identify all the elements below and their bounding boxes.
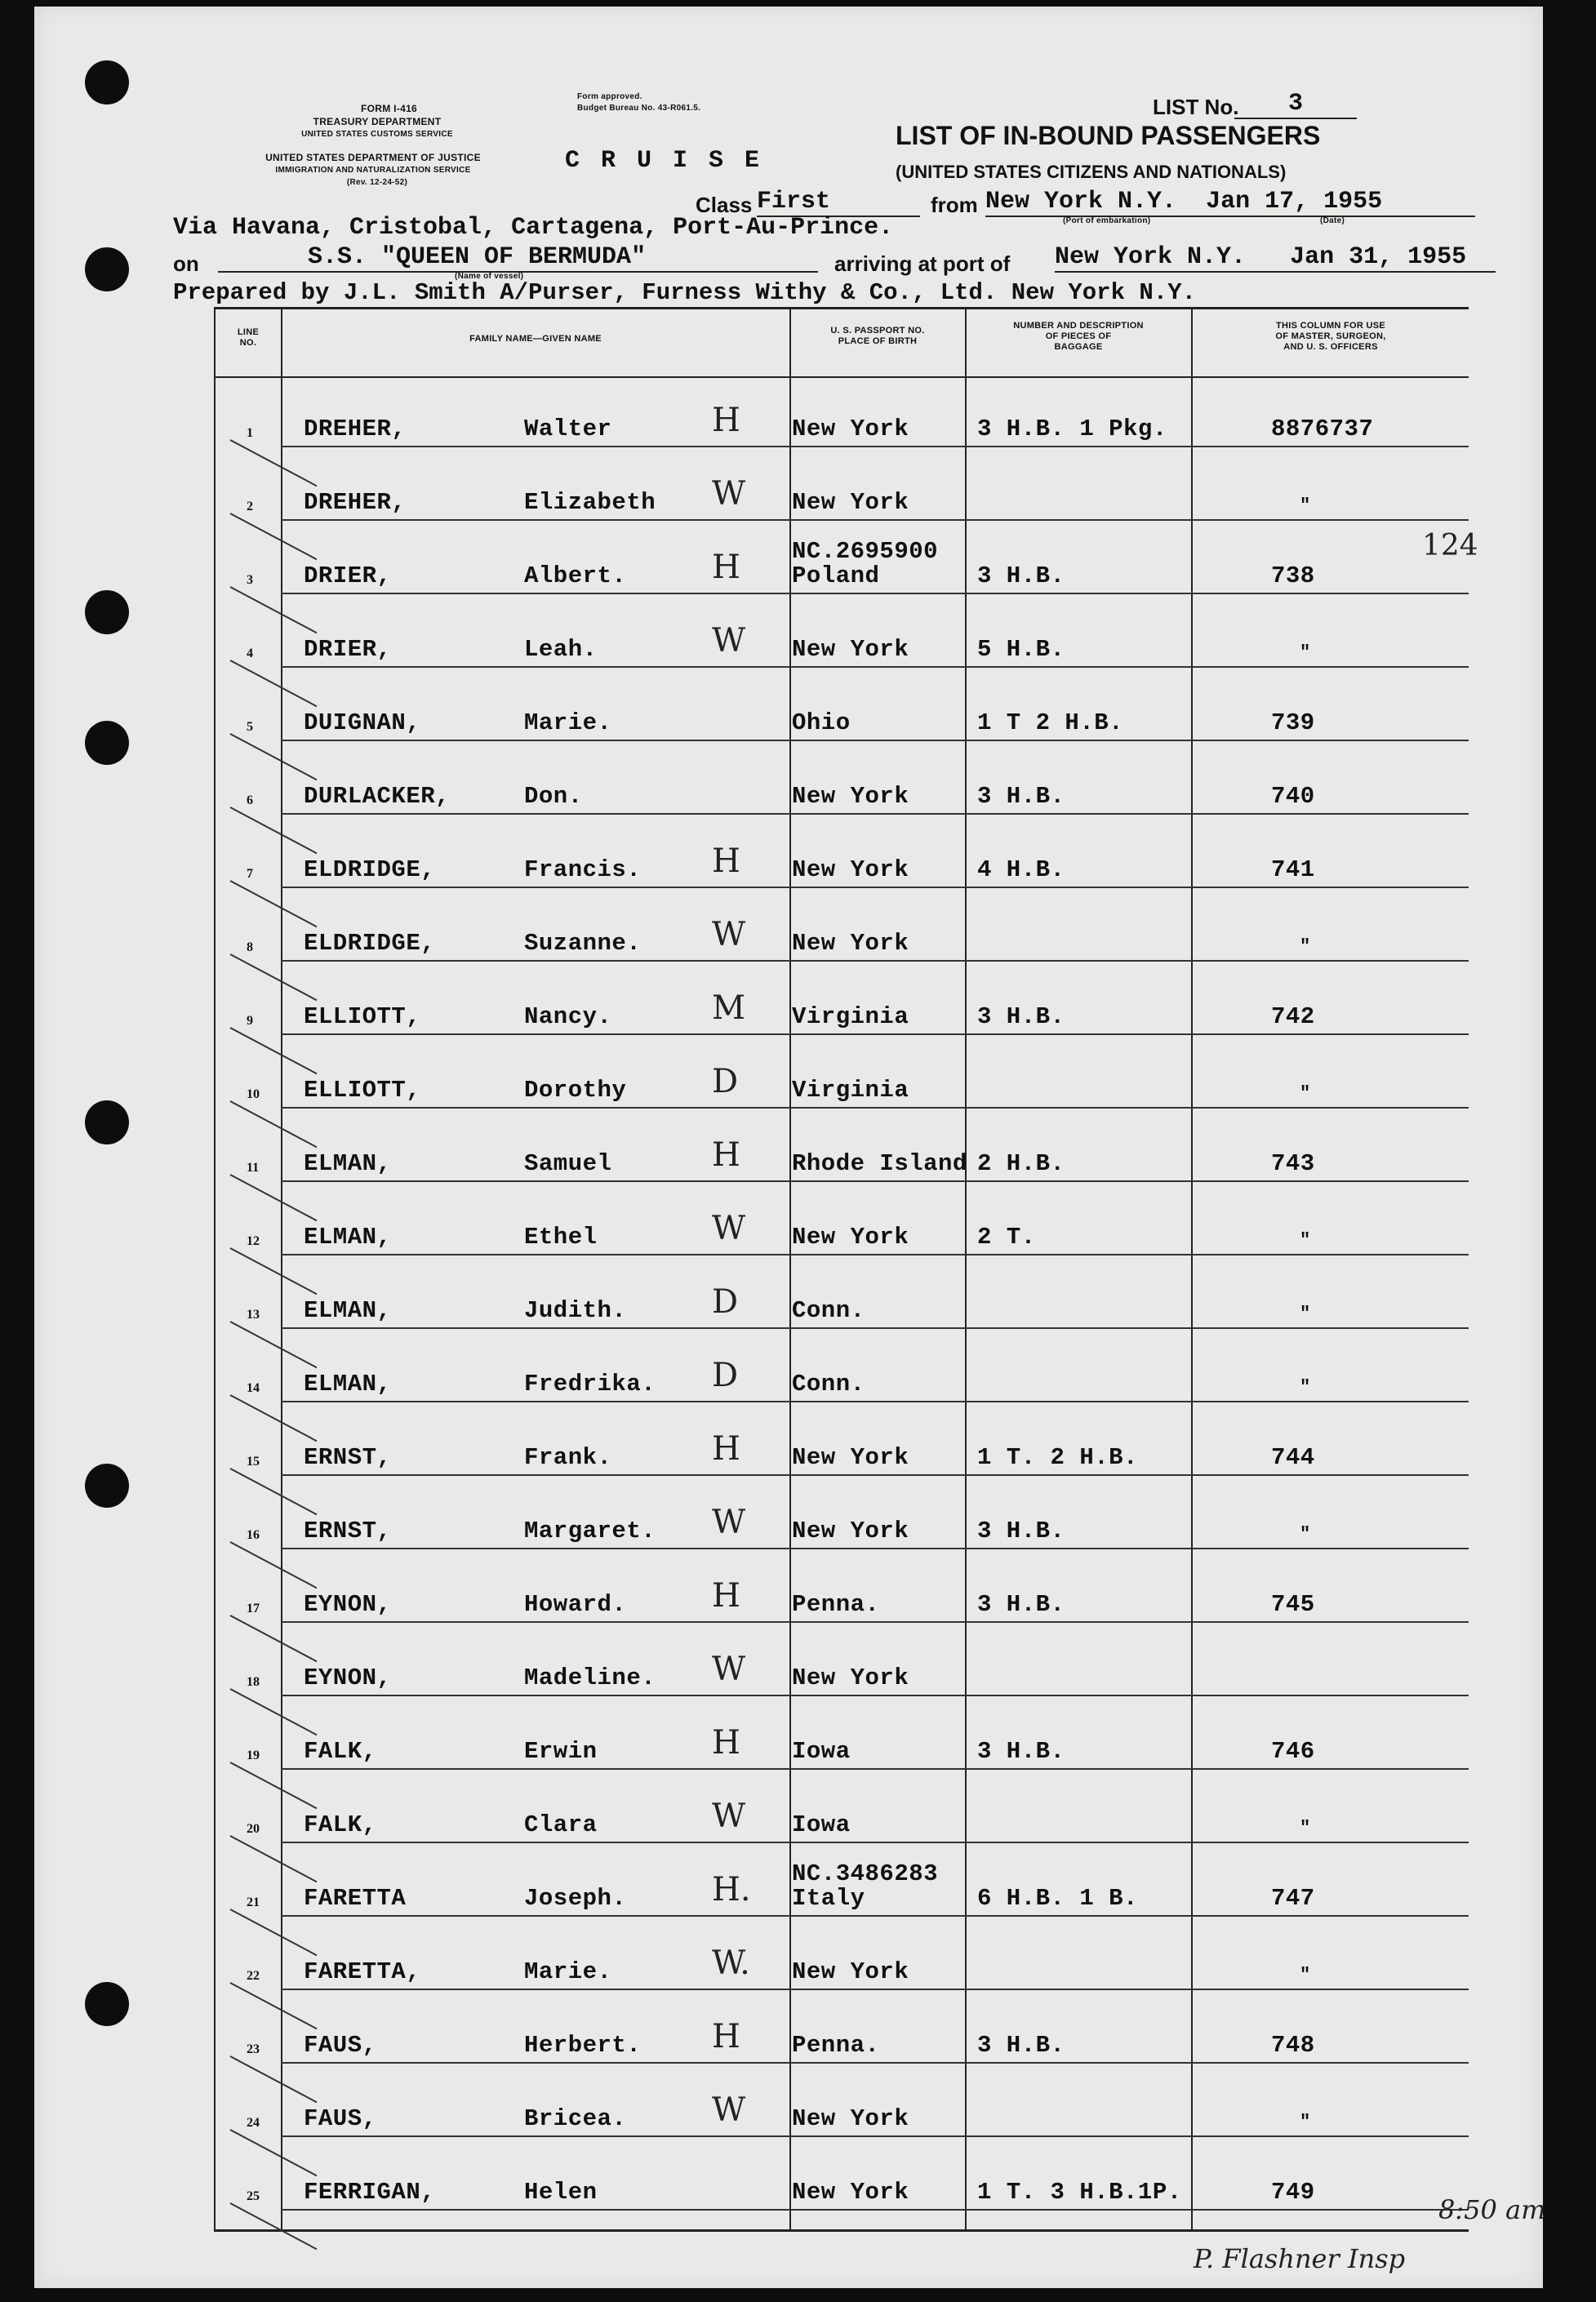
line-number: 1 <box>247 426 253 440</box>
handwritten-mark: H <box>712 549 740 586</box>
table-row <box>214 668 1469 741</box>
officer-note: 742 <box>1271 1003 1315 1030</box>
table-row <box>214 888 1469 962</box>
family-name: EYNON, <box>304 1591 392 1618</box>
family-name: FARETTA <box>304 1885 407 1912</box>
table-row <box>214 594 1469 668</box>
vessel-name: S.S. "QUEEN OF BERMUDA" <box>218 243 818 273</box>
officer-note: 8876737 <box>1271 416 1374 442</box>
line-number: 20 <box>247 1822 260 1836</box>
handwritten-mark: D <box>712 1357 739 1394</box>
baggage: 3 H.B. <box>977 1518 1065 1544</box>
vessel-caption: (Name of vessel) <box>455 272 524 281</box>
officer-note: " <box>1300 1524 1311 1544</box>
table-row <box>214 1402 1469 1476</box>
family-name: ELLIOTT, <box>304 1077 421 1104</box>
from-label: from <box>931 193 978 217</box>
prepared-by: Prepared by J.L. Smith A/Purser, Furness Withy & Co., Ltd. New York N.Y. <box>173 279 1197 306</box>
table-row <box>214 447 1469 521</box>
given-name: Margaret. <box>524 1518 656 1544</box>
handwritten-mark: W <box>712 622 746 660</box>
family-name: DRIER, <box>304 562 392 589</box>
baggage: 2 T. <box>977 1224 1036 1251</box>
punch-hole <box>85 247 129 291</box>
officer-note: 748 <box>1271 2032 1315 2059</box>
punch-hole <box>85 60 129 104</box>
place-of-birth: New York <box>792 1664 909 1691</box>
family-name: ERNST, <box>304 1518 392 1544</box>
officer-note: " <box>1300 496 1311 516</box>
on-label: on <box>173 251 199 276</box>
budget-bureau: Budget Bureau No. 43-R061.5. <box>577 104 701 113</box>
place-of-birth: Conn. <box>792 1297 865 1324</box>
given-name: Ethel <box>524 1224 598 1251</box>
given-name: Helen <box>524 2179 598 2206</box>
officer-note: 744 <box>1271 1444 1315 1471</box>
line-number: 10 <box>247 1087 260 1101</box>
line-number: 18 <box>247 1675 260 1689</box>
place-of-birth: New York <box>792 1224 909 1251</box>
from-port: New York N.Y. <box>985 188 1177 216</box>
family-name: ELMAN, <box>304 1297 392 1324</box>
handwritten-mark: H <box>712 1724 740 1762</box>
given-name: Fredrika. <box>524 1371 656 1398</box>
given-name: Herbert. <box>524 2032 642 2059</box>
from-date: Jan 17, 1955 <box>1206 188 1383 216</box>
officer-note: " <box>1300 2112 1311 2132</box>
inspector-signature: P. Flashner Insp <box>1194 2243 1406 2274</box>
line-number: 12 <box>247 1234 260 1248</box>
margin-time-note: 8:50 am <box>1438 2194 1546 2225</box>
baggage: 3 H.B. <box>977 783 1065 810</box>
baggage: 5 H.B. <box>977 636 1065 663</box>
given-name: Erwin <box>524 1738 598 1765</box>
list-no-value: 3 <box>1234 90 1357 119</box>
family-name: DREHER, <box>304 416 407 442</box>
handwritten-mark: H <box>712 1430 740 1468</box>
family-name: FALK, <box>304 1811 377 1838</box>
officer-note: " <box>1300 936 1311 957</box>
family-name: ELMAN, <box>304 1371 392 1398</box>
row-rule <box>281 2209 1469 2211</box>
handwritten-mark: H <box>712 842 740 880</box>
arrival-port-date <box>1055 243 1496 273</box>
table-row <box>214 2137 1469 2211</box>
table-row <box>214 1623 1469 1696</box>
place-of-birth: New York <box>792 636 909 663</box>
officer-note: " <box>1300 642 1311 663</box>
place-of-birth: New York <box>792 2105 909 2132</box>
family-name: ELMAN, <box>304 1224 392 1251</box>
place-of-birth: Penna. <box>792 1591 880 1618</box>
handwritten-mark: D <box>712 1063 739 1100</box>
officer-note: 739 <box>1271 709 1315 736</box>
given-name: Suzanne. <box>524 930 642 957</box>
officer-note: 738 <box>1271 562 1315 589</box>
class-label: Class <box>696 193 753 217</box>
officer-note: " <box>1300 1377 1311 1398</box>
line-number: 24 <box>247 2116 260 2130</box>
passport-number: NC.2695900 <box>792 538 939 565</box>
arrival-port: New York N.Y. <box>1055 243 1247 271</box>
table-row <box>214 1843 1469 1917</box>
family-name: ELLIOTT, <box>304 1003 421 1030</box>
given-name: Judith. <box>524 1297 627 1324</box>
col-header-officers: THIS COLUMN FOR USE OF MASTER, SURGEON, AND U. S. OFFICERS <box>1275 321 1386 352</box>
form-approved: Form approved. <box>577 92 642 101</box>
table-row <box>214 1696 1469 1770</box>
list-no-label: LIST No. <box>1153 95 1239 119</box>
punch-hole <box>85 1100 129 1144</box>
line-number: 16 <box>247 1528 260 1542</box>
place-of-birth: New York <box>792 2179 909 2206</box>
table-row <box>214 1990 1469 2064</box>
given-name: Howard. <box>524 1591 627 1618</box>
baggage: 4 H.B. <box>977 856 1065 883</box>
table-row <box>214 962 1469 1035</box>
place-of-birth: New York <box>792 1518 909 1544</box>
family-name: FERRIGAN, <box>304 2179 436 2206</box>
table-row <box>214 815 1469 888</box>
dept-immigration: IMMIGRATION AND NATURALIZATION SERVICE <box>275 166 471 175</box>
dept-customs: UNITED STATES CUSTOMS SERVICE <box>301 130 453 139</box>
family-name: DURLACKER, <box>304 783 451 810</box>
place-of-birth: Iowa <box>792 1811 851 1838</box>
line-number: 17 <box>247 1602 260 1615</box>
baggage: 3 H.B. <box>977 2032 1065 2059</box>
baggage: 1 T 2 H.B. <box>977 709 1124 736</box>
given-name: Marie. <box>524 1958 612 1985</box>
line-number: 19 <box>247 1749 260 1762</box>
family-name: EYNON, <box>304 1664 392 1691</box>
passport-number: NC.3486283 <box>792 1860 939 1887</box>
line-number: 9 <box>247 1014 253 1028</box>
place-of-birth: New York <box>792 856 909 883</box>
place-of-birth: Iowa <box>792 1738 851 1765</box>
given-name: Dorothy <box>524 1077 627 1104</box>
handwritten-mark: W <box>712 475 746 513</box>
arrival-date: Jan 31, 1955 <box>1290 243 1467 271</box>
handwritten-mark: W. <box>712 1944 750 1982</box>
table-row <box>214 374 1469 447</box>
place-of-birth: New York <box>792 1444 909 1471</box>
form-number: FORM I-416 <box>361 103 418 114</box>
punch-hole <box>85 1982 129 2026</box>
place-of-birth: Virginia <box>792 1077 909 1104</box>
table-row <box>214 1917 1469 1990</box>
family-name: ELDRIDGE, <box>304 930 436 957</box>
family-name: ELMAN, <box>304 1150 392 1177</box>
place-of-birth: Virginia <box>792 1003 909 1030</box>
family-name: FAUS, <box>304 2032 377 2059</box>
place-of-birth: New York <box>792 489 909 516</box>
given-name: Madeline. <box>524 1664 656 1691</box>
family-name: FARETTA, <box>304 1958 421 1985</box>
punch-hole <box>85 1464 129 1508</box>
table-row <box>214 1549 1469 1623</box>
handwritten-mark: M <box>712 989 745 1027</box>
place-of-birth: New York <box>792 783 909 810</box>
handwritten-mark: W <box>712 2091 746 2129</box>
officer-note: 743 <box>1271 1150 1315 1177</box>
handwritten-mark: W <box>712 1210 746 1247</box>
table-row <box>214 1476 1469 1549</box>
place-of-birth: Italy <box>792 1885 865 1912</box>
handwritten-mark: W <box>712 916 746 953</box>
manifest-page <box>34 7 1546 2288</box>
officer-note: 741 <box>1271 856 1315 883</box>
officer-note: 749 <box>1271 2179 1315 2206</box>
line-number: 22 <box>247 1969 260 1983</box>
place-of-birth: Ohio <box>792 709 851 736</box>
line-number: 7 <box>247 867 253 881</box>
line-number: 15 <box>247 1455 260 1469</box>
line-number: 14 <box>247 1381 260 1395</box>
punch-hole <box>85 721 129 765</box>
handwritten-mark: D <box>712 1283 739 1321</box>
margin-count-note: 124 <box>1422 529 1478 562</box>
given-name: Don. <box>524 783 583 810</box>
line-number: 6 <box>247 793 253 807</box>
table-row <box>214 741 1469 815</box>
given-name: Elizabeth <box>524 489 656 516</box>
line-number: 4 <box>247 647 253 660</box>
col-header-baggage: NUMBER AND DESCRIPTION OF PIECES OF BAGGAGE <box>1013 321 1144 352</box>
line-number: 2 <box>247 500 253 513</box>
officer-note: 746 <box>1271 1738 1315 1765</box>
col-header-line-no: LINE NO. <box>237 327 260 348</box>
family-name: FALK, <box>304 1738 377 1765</box>
given-name: Francis. <box>524 856 642 883</box>
place-of-birth: Poland <box>792 562 880 589</box>
officer-note: " <box>1300 1083 1311 1104</box>
baggage: 2 H.B. <box>977 1150 1065 1177</box>
officer-note: " <box>1300 1230 1311 1251</box>
line-number: 13 <box>247 1308 260 1322</box>
given-name: Nancy. <box>524 1003 612 1030</box>
given-name: Albert. <box>524 562 627 589</box>
baggage: 3 H.B. <box>977 562 1065 589</box>
given-name: Clara <box>524 1811 598 1838</box>
officer-note: " <box>1300 1965 1311 1985</box>
form-subtitle: (UNITED STATES CITIZENS AND NATIONALS) <box>896 162 1287 182</box>
line-number: 8 <box>247 940 253 954</box>
form-title: LIST OF IN-BOUND PASSENGERS <box>896 121 1321 150</box>
handwritten-mark: H. <box>712 1871 751 1909</box>
officer-note: 747 <box>1271 1885 1315 1912</box>
given-name: Joseph. <box>524 1885 627 1912</box>
from-port-date <box>985 188 1475 217</box>
family-name: ERNST, <box>304 1444 392 1471</box>
given-name: Leah. <box>524 636 598 663</box>
given-name: Marie. <box>524 709 612 736</box>
handwritten-mark: W <box>712 1651 746 1688</box>
place-of-birth: Conn. <box>792 1371 865 1398</box>
family-name: FAUS, <box>304 2105 377 2132</box>
family-name: DUIGNAN, <box>304 709 421 736</box>
baggage: 3 H.B. <box>977 1591 1065 1618</box>
line-number: 23 <box>247 2042 260 2056</box>
handwritten-mark: W <box>712 1504 746 1541</box>
dept-justice: UNITED STATES DEPARTMENT OF JUSTICE <box>265 152 481 163</box>
family-name: ELDRIDGE, <box>304 856 436 883</box>
port-embarkation-caption: (Port of embarkation) <box>1063 216 1151 225</box>
officer-note: 740 <box>1271 783 1315 810</box>
family-name: DREHER, <box>304 489 407 516</box>
via-ports: Via Havana, Cristobal, Cartagena, Port-Au-Prince. <box>173 214 894 242</box>
place-of-birth: New York <box>792 416 909 442</box>
table-row <box>214 1035 1469 1109</box>
given-name: Bricea. <box>524 2105 627 2132</box>
baggage: 1 T. 3 H.B.1P. <box>977 2179 1182 2206</box>
family-name: DRIER, <box>304 636 392 663</box>
arriving-label: arriving at port of <box>834 251 1011 276</box>
class-value: First <box>757 188 920 217</box>
line-number: 25 <box>247 2189 260 2203</box>
line-number: 11 <box>247 1161 260 1175</box>
table-row <box>214 1255 1469 1329</box>
cruise-stamp: C R U I S E <box>565 147 763 175</box>
table-row <box>214 1109 1469 1182</box>
line-number: 3 <box>247 573 253 587</box>
place-of-birth: New York <box>792 930 909 957</box>
line-number: 21 <box>247 1895 260 1909</box>
handwritten-mark: H <box>712 1577 740 1615</box>
table-row <box>214 2064 1469 2137</box>
line-number: 5 <box>247 720 253 734</box>
handwritten-mark: H <box>712 2018 740 2055</box>
col-header-name: FAMILY NAME—GIVEN NAME <box>469 334 602 344</box>
col-header-passport: U. S. PASSPORT NO. PLACE OF BIRTH <box>830 326 925 346</box>
baggage: 6 H.B. 1 B. <box>977 1885 1138 1912</box>
given-name: Frank. <box>524 1444 612 1471</box>
handwritten-mark: W <box>712 1798 746 1835</box>
baggage: 3 H.B. 1 Pkg. <box>977 416 1167 442</box>
baggage: 3 H.B. <box>977 1003 1065 1030</box>
table-row <box>214 1182 1469 1255</box>
officer-note: " <box>1300 1304 1311 1324</box>
place-of-birth: New York <box>792 1958 909 1985</box>
handwritten-mark: H <box>712 1136 740 1174</box>
baggage: 1 T. 2 H.B. <box>977 1444 1138 1471</box>
table-row <box>214 1329 1469 1402</box>
handwritten-mark: H <box>712 402 740 439</box>
officer-note: 745 <box>1271 1591 1315 1618</box>
baggage: 3 H.B. <box>977 1738 1065 1765</box>
punch-hole <box>85 590 129 634</box>
form-revision: (Rev. 12-24-52) <box>346 178 408 187</box>
given-name: Walter <box>524 416 612 442</box>
place-of-birth: Rhode Island <box>792 1150 967 1177</box>
given-name: Samuel <box>524 1150 612 1177</box>
date-caption: (Date) <box>1320 216 1345 225</box>
place-of-birth: Penna. <box>792 2032 880 2059</box>
officer-note: " <box>1300 1818 1311 1838</box>
table-row <box>214 521 1469 594</box>
table-row <box>214 1770 1469 1843</box>
dept-treasury: TREASURY DEPARTMENT <box>313 116 442 127</box>
